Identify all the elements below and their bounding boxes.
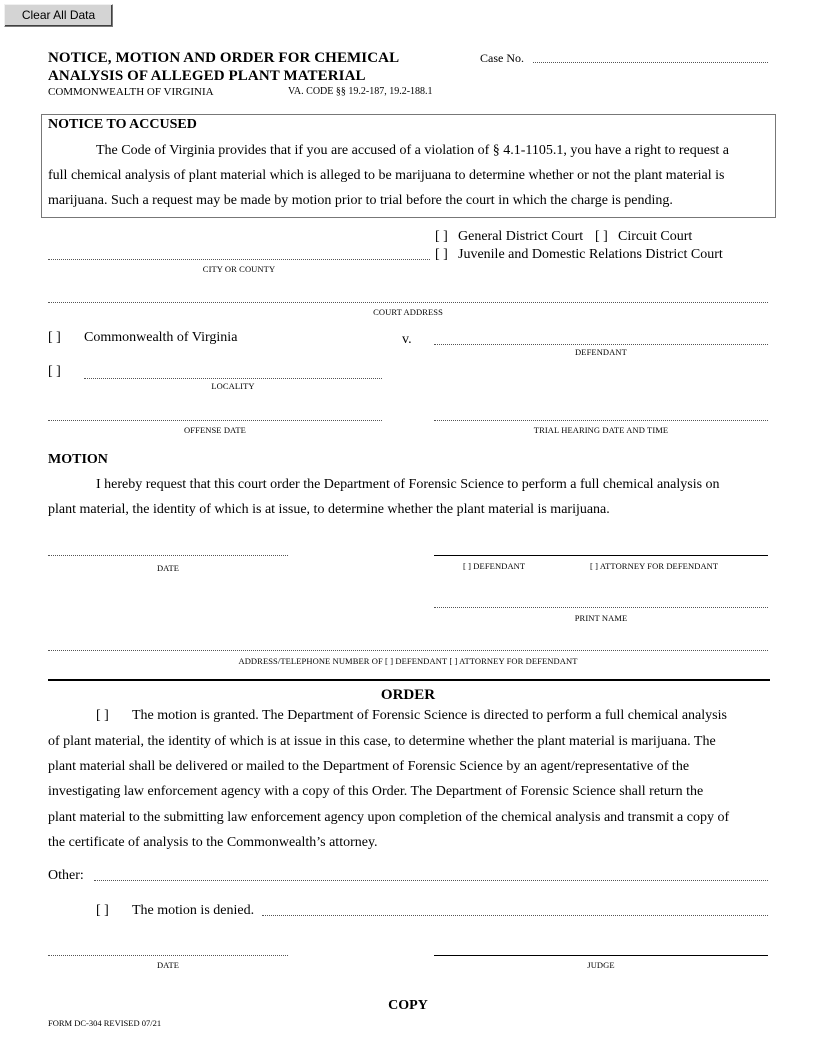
motion-date-label: DATE xyxy=(156,563,180,573)
city-county-field[interactable] xyxy=(48,259,430,260)
locality-checkbox[interactable]: [ ] xyxy=(48,364,61,379)
motion-date-field[interactable] xyxy=(48,555,288,556)
locality-label: LOCALITY xyxy=(211,381,255,391)
order-text-line4: investigating law enforcement agency with a copy of this Order. The Department of Forensic Science shall return the xyxy=(48,784,704,799)
motion-text-line2: plant material, the identity of which is at issue, to determine whether the plant material is marijuana. xyxy=(48,502,610,517)
defendant-field[interactable] xyxy=(434,344,768,345)
offense-date-label: OFFENSE DATE xyxy=(184,425,246,435)
motion-text-line1: I hereby request that this court order the Department of Forensic Science to perform a full chemical analysis on xyxy=(96,477,720,492)
clear-all-data-button[interactable]: Clear All Data xyxy=(4,4,113,27)
trial-date-field[interactable] xyxy=(434,420,768,421)
motion-heading: MOTION xyxy=(48,452,108,467)
jdr-court-label: Juvenile and Domestic Relations District Court xyxy=(458,247,723,262)
granted-checkbox[interactable]: [ ] xyxy=(96,708,109,723)
case-no-label: Case No. xyxy=(480,51,524,65)
order-text-line2: of plant material, the identity of which is at issue in this case, to determine whether the plant material is marijuana. The xyxy=(48,734,716,749)
notice-text-line2: full chemical analysis of plant material which is alleged to be marijuana to determine whether or not the plant material is xyxy=(48,168,725,183)
judge-signature-line[interactable] xyxy=(434,955,768,956)
order-text-line5: plant material to the submitting law enforcement agency upon completion of the chemical analysis and transmit a copy of xyxy=(48,810,730,825)
address-telephone-label: ADDRESS/TELEPHONE NUMBER OF [ ] DEFENDANT [ ] ATTORNEY FOR DEFENDANT xyxy=(238,656,578,666)
circuit-court-label: Circuit Court xyxy=(618,229,693,244)
denied-label: The motion is denied. xyxy=(132,903,255,918)
order-date-field[interactable] xyxy=(48,955,288,956)
print-name-label: PRINT NAME xyxy=(574,613,628,623)
commonwealth-checkbox[interactable]: [ ] xyxy=(48,330,61,345)
other-field[interactable] xyxy=(94,880,768,881)
address-telephone-field[interactable] xyxy=(48,650,768,651)
notice-heading: NOTICE TO ACCUSED xyxy=(48,117,197,132)
other-label: Other: xyxy=(48,868,84,883)
court-address-label: COURT ADDRESS xyxy=(373,307,443,317)
va-code-label: VA. CODE §§ 19.2-187, 19.2-188.1 xyxy=(288,86,433,97)
copy-label: COPY xyxy=(388,998,428,1013)
defendant-label: DEFENDANT xyxy=(575,347,627,357)
locality-field[interactable] xyxy=(84,378,382,379)
city-county-label: CITY OR COUNTY xyxy=(202,264,276,274)
general-district-label: General District Court xyxy=(458,229,584,244)
form-title-line2: ANALYSIS OF ALLEGED PLANT MATERIAL xyxy=(48,68,366,84)
judge-label: JUDGE xyxy=(587,960,615,970)
general-district-checkbox[interactable]: [ ] xyxy=(435,229,448,244)
signer-attorney-option[interactable]: [ ] ATTORNEY FOR DEFENDANT xyxy=(590,561,719,571)
notice-text-line3: marijuana. Such a request may be made by motion prior to trial before the court in which the charge is pending. xyxy=(48,193,673,208)
offense-date-field[interactable] xyxy=(48,420,382,421)
form-title-line1: NOTICE, MOTION AND ORDER FOR CHEMICAL xyxy=(48,50,400,66)
section-divider xyxy=(48,679,770,681)
order-date-label: DATE xyxy=(156,960,180,970)
notice-text-line1: The Code of Virginia provides that if you are accused of a violation of § 4.1-1105.1, you have a right to request a xyxy=(96,143,730,158)
court-address-field[interactable] xyxy=(48,302,768,303)
versus-label: v. xyxy=(402,332,412,347)
trial-date-label: TRIAL HEARING DATE AND TIME xyxy=(533,425,669,435)
form-id: FORM DC-304 REVISED 07/21 xyxy=(48,1018,162,1028)
commonwealth-party-label: Commonwealth of Virginia xyxy=(84,330,238,345)
order-text-line1: The motion is granted. The Department of Forensic Science is directed to perform a full chemical analysis xyxy=(132,708,727,723)
circuit-court-checkbox[interactable]: [ ] xyxy=(595,229,608,244)
print-name-field[interactable] xyxy=(434,607,768,608)
order-text-line3: plant material shall be delivered or mailed to the Department of Forensic Science by an agent/representative of the xyxy=(48,759,690,774)
signer-defendant-option[interactable]: [ ] DEFENDANT xyxy=(463,561,526,571)
order-text-line6: the certificate of analysis to the Commonwealth’s attorney. xyxy=(48,835,378,850)
motion-signature-line[interactable] xyxy=(434,555,768,556)
denied-checkbox[interactable]: [ ] xyxy=(96,903,109,918)
commonwealth-label: COMMONWEALTH OF VIRGINIA xyxy=(48,86,214,98)
denied-field[interactable] xyxy=(262,915,768,916)
case-no-field[interactable] xyxy=(533,62,768,63)
order-heading: ORDER xyxy=(380,687,436,703)
jdr-court-checkbox[interactable]: [ ] xyxy=(435,247,448,262)
